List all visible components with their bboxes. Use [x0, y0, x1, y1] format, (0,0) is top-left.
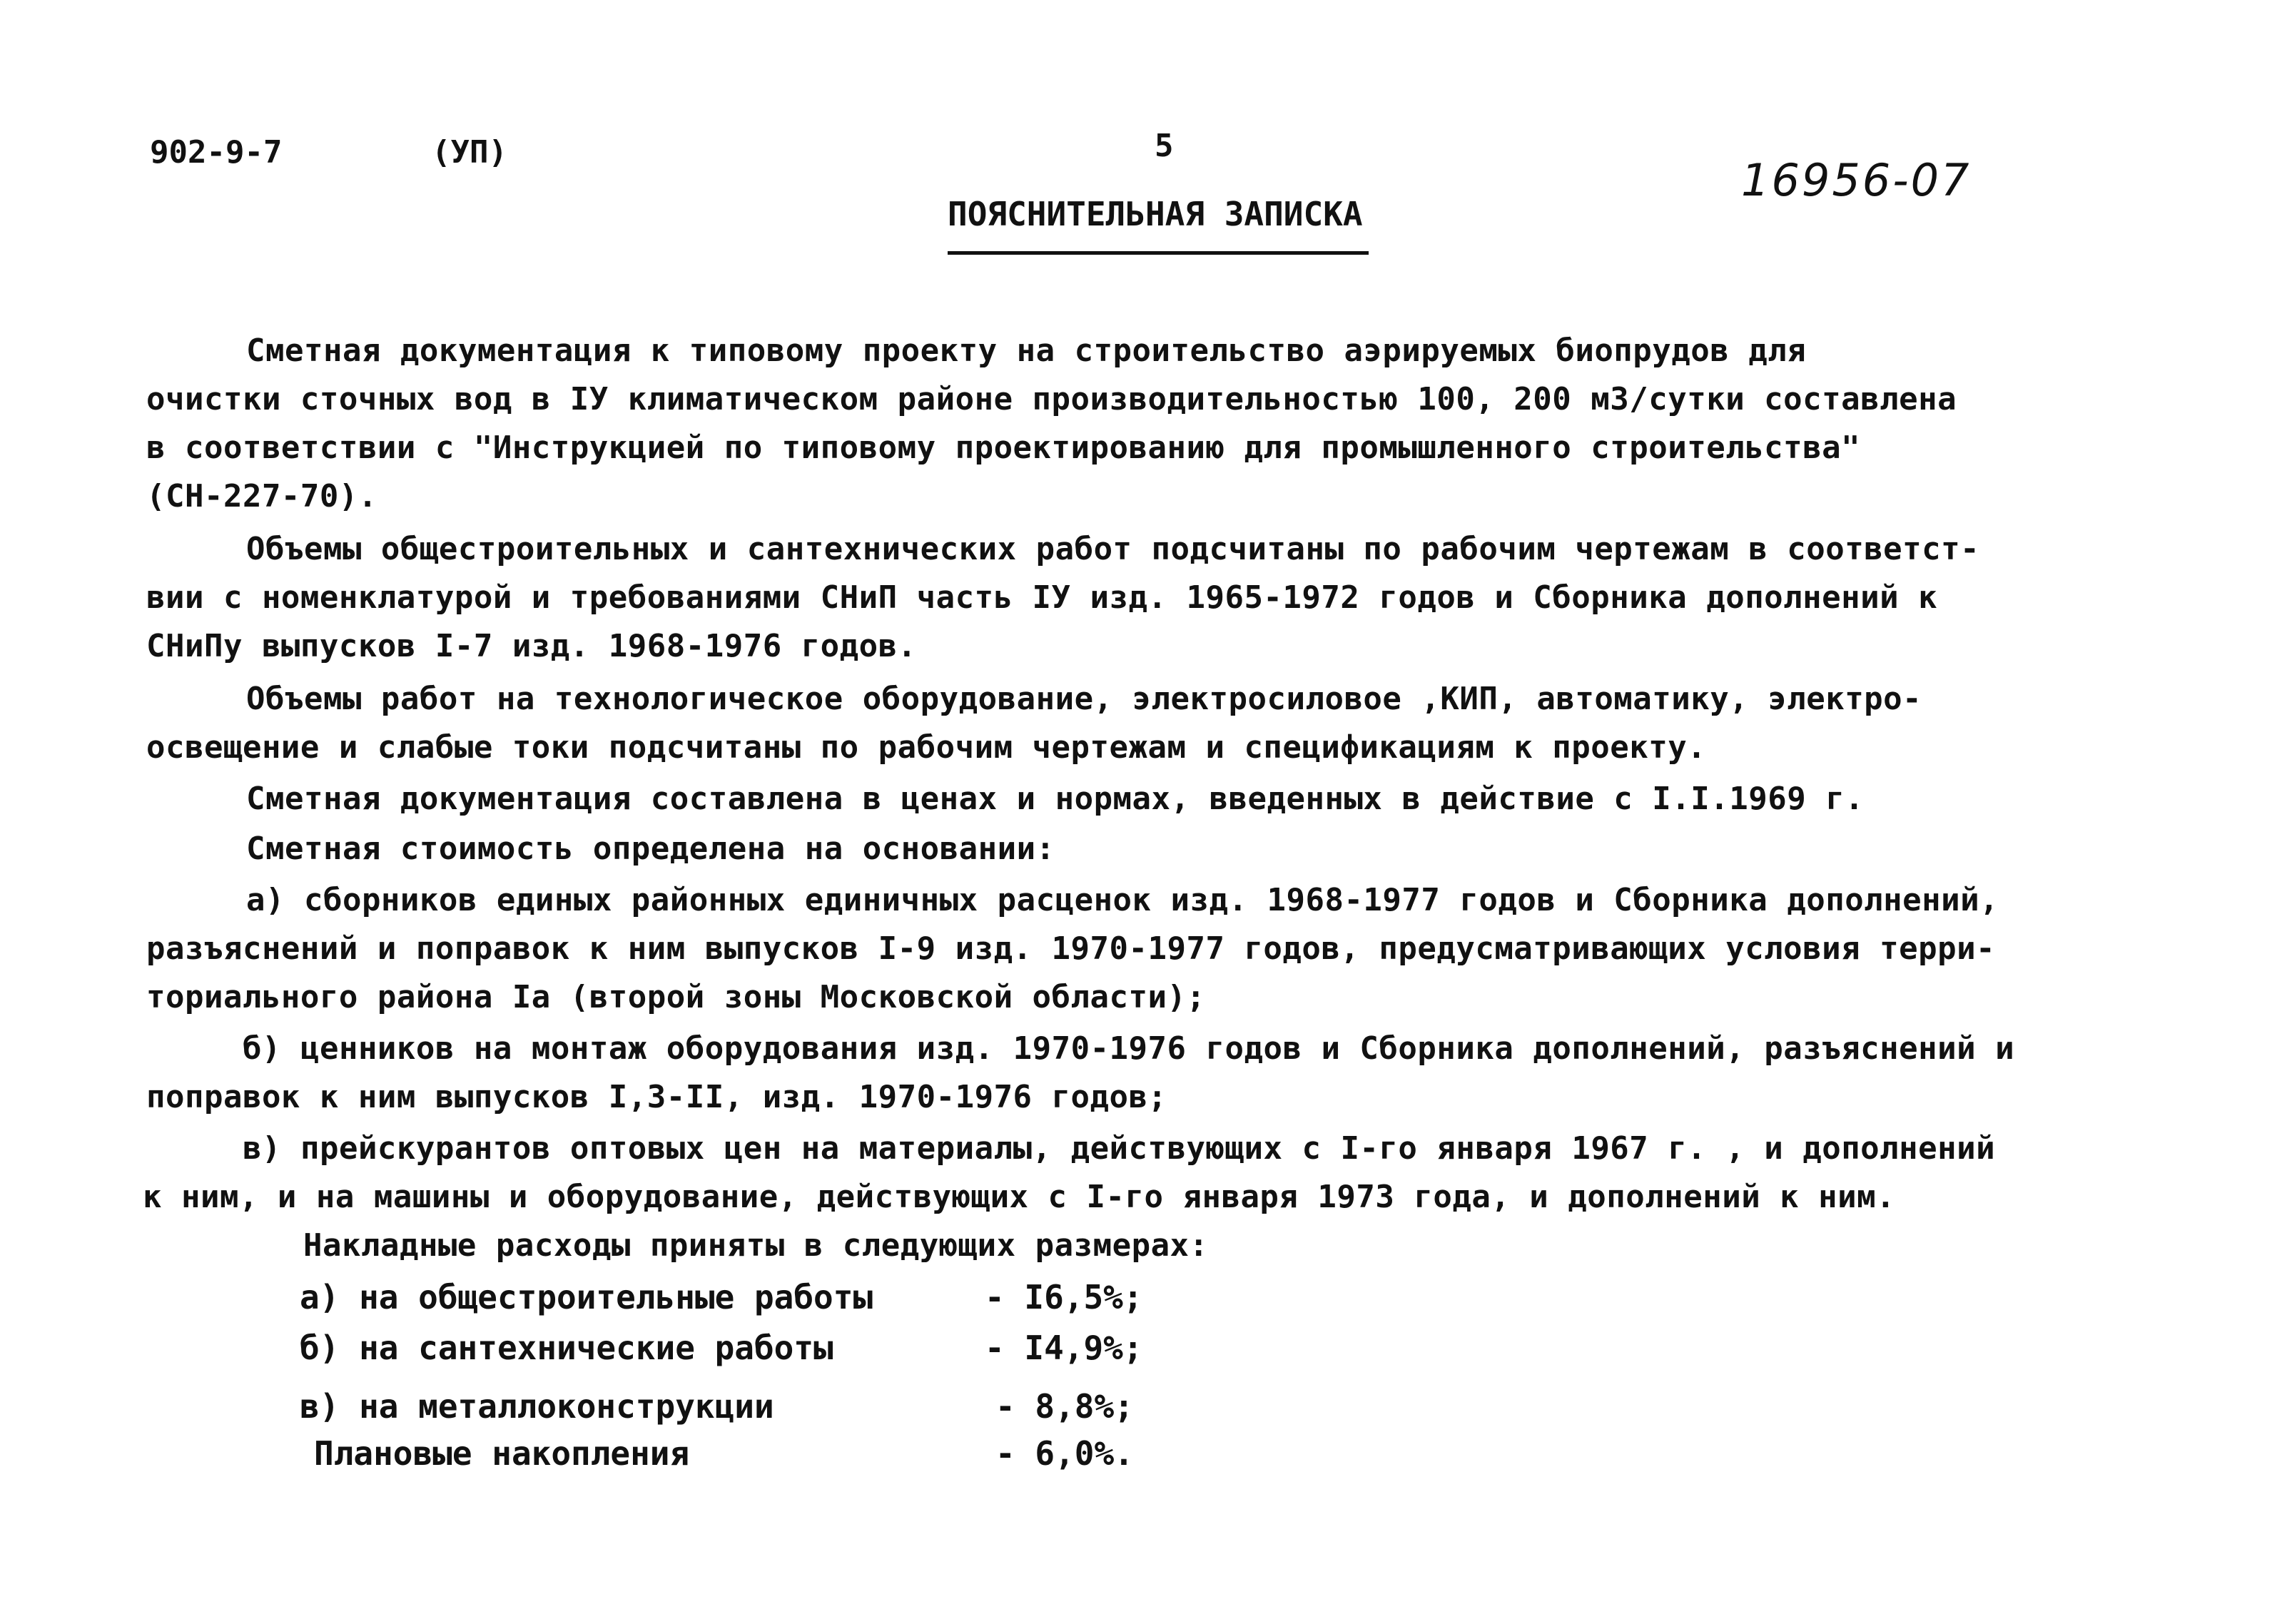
text-line: б) ценников на монтаж оборудования изд. 1970-1976 годов и Сборника дополнений, разъяснений и [243, 1030, 2015, 1067]
text-line: к ним, и на машины и оборудование, действующих с I-го января 1973 года, и дополнений к ним. [143, 1179, 1896, 1215]
text-line: Объемы работ на технологическое оборудование, электросиловое ,КИП, автоматику, электро- [246, 681, 1922, 717]
text-line: в) прейскурантов оптовых цен на материалы, действующих с I-го января 1967 г. , и дополнений [243, 1130, 1996, 1167]
rate-label: Плановые накопления [314, 1434, 690, 1473]
page-number: 5 [1155, 128, 1174, 164]
document-mark: (УП) [432, 134, 507, 171]
rate-label: а) на общестроительные работы [300, 1278, 873, 1316]
text-line: Объемы общестроительных и сантехнических работ подсчитаны по рабочим чертежам в соответст- [246, 531, 1980, 567]
rate-value: - 8,8%; [995, 1387, 1134, 1426]
text-line: ториального района Iа (второй зоны Московской области); [146, 979, 1206, 1015]
text-line: а) сборников единых районных единичных расценок изд. 1968-1977 годов и Сборника дополнений, [246, 882, 1999, 918]
text-line: освещение и слабые токи подсчитаны по рабочим чертежам и спецификациям к проекту. [146, 729, 1707, 766]
rate-label: б) на сантехнические работы [300, 1329, 833, 1367]
text-line: Сметная стоимость определена на основании: [246, 831, 1055, 867]
text-line: разъяснений и поправок к ним выпусков I-9 изд. 1970-1977 годов, предусматривающих условия терри- [146, 930, 1996, 967]
title-underline [948, 251, 1369, 255]
rate-label: в) на металлоконструкции [300, 1387, 774, 1426]
text-line: Сметная документация к типовому проекту на строительство аэрируемых биопрудов для [246, 333, 1807, 369]
text-line: СНиПу выпусков I-7 изд. 1968-1976 годов. [146, 628, 917, 664]
rate-value: - I6,5%; [985, 1278, 1143, 1316]
text-line: в соответствии с "Инструкцией по типовому проектированию для промышленного строительства" [146, 430, 1861, 466]
text-line: Накладные расходы приняты в следующих размерах: [303, 1227, 1209, 1264]
page-title: ПОЯСНИТЕЛЬНАЯ ЗАПИСКА [948, 195, 1363, 233]
text-line: вии с номенклатурой и требованиями СНиП часть IУ изд. 1965-1972 годов и Сборника дополнений к [146, 579, 1938, 616]
inventory-number: 16956-07 [1741, 154, 1972, 206]
text-line: (СН-227-70). [146, 478, 377, 514]
document-code: 902-9-7 [150, 134, 283, 171]
rate-value: - 6,0%. [995, 1434, 1134, 1473]
rate-value: - I4,9%; [985, 1329, 1143, 1367]
text-line: очистки сточных вод в IУ климатическом районе производительностью 100, 200 м3/сутки составлена [146, 381, 1957, 417]
text-line: Сметная документация составлена в ценах и нормах, введенных в действие с I.I.1969 г. [246, 781, 1865, 817]
text-line: поправок к ним выпусков I,3-II, изд. 1970-1976 годов; [146, 1079, 1167, 1115]
